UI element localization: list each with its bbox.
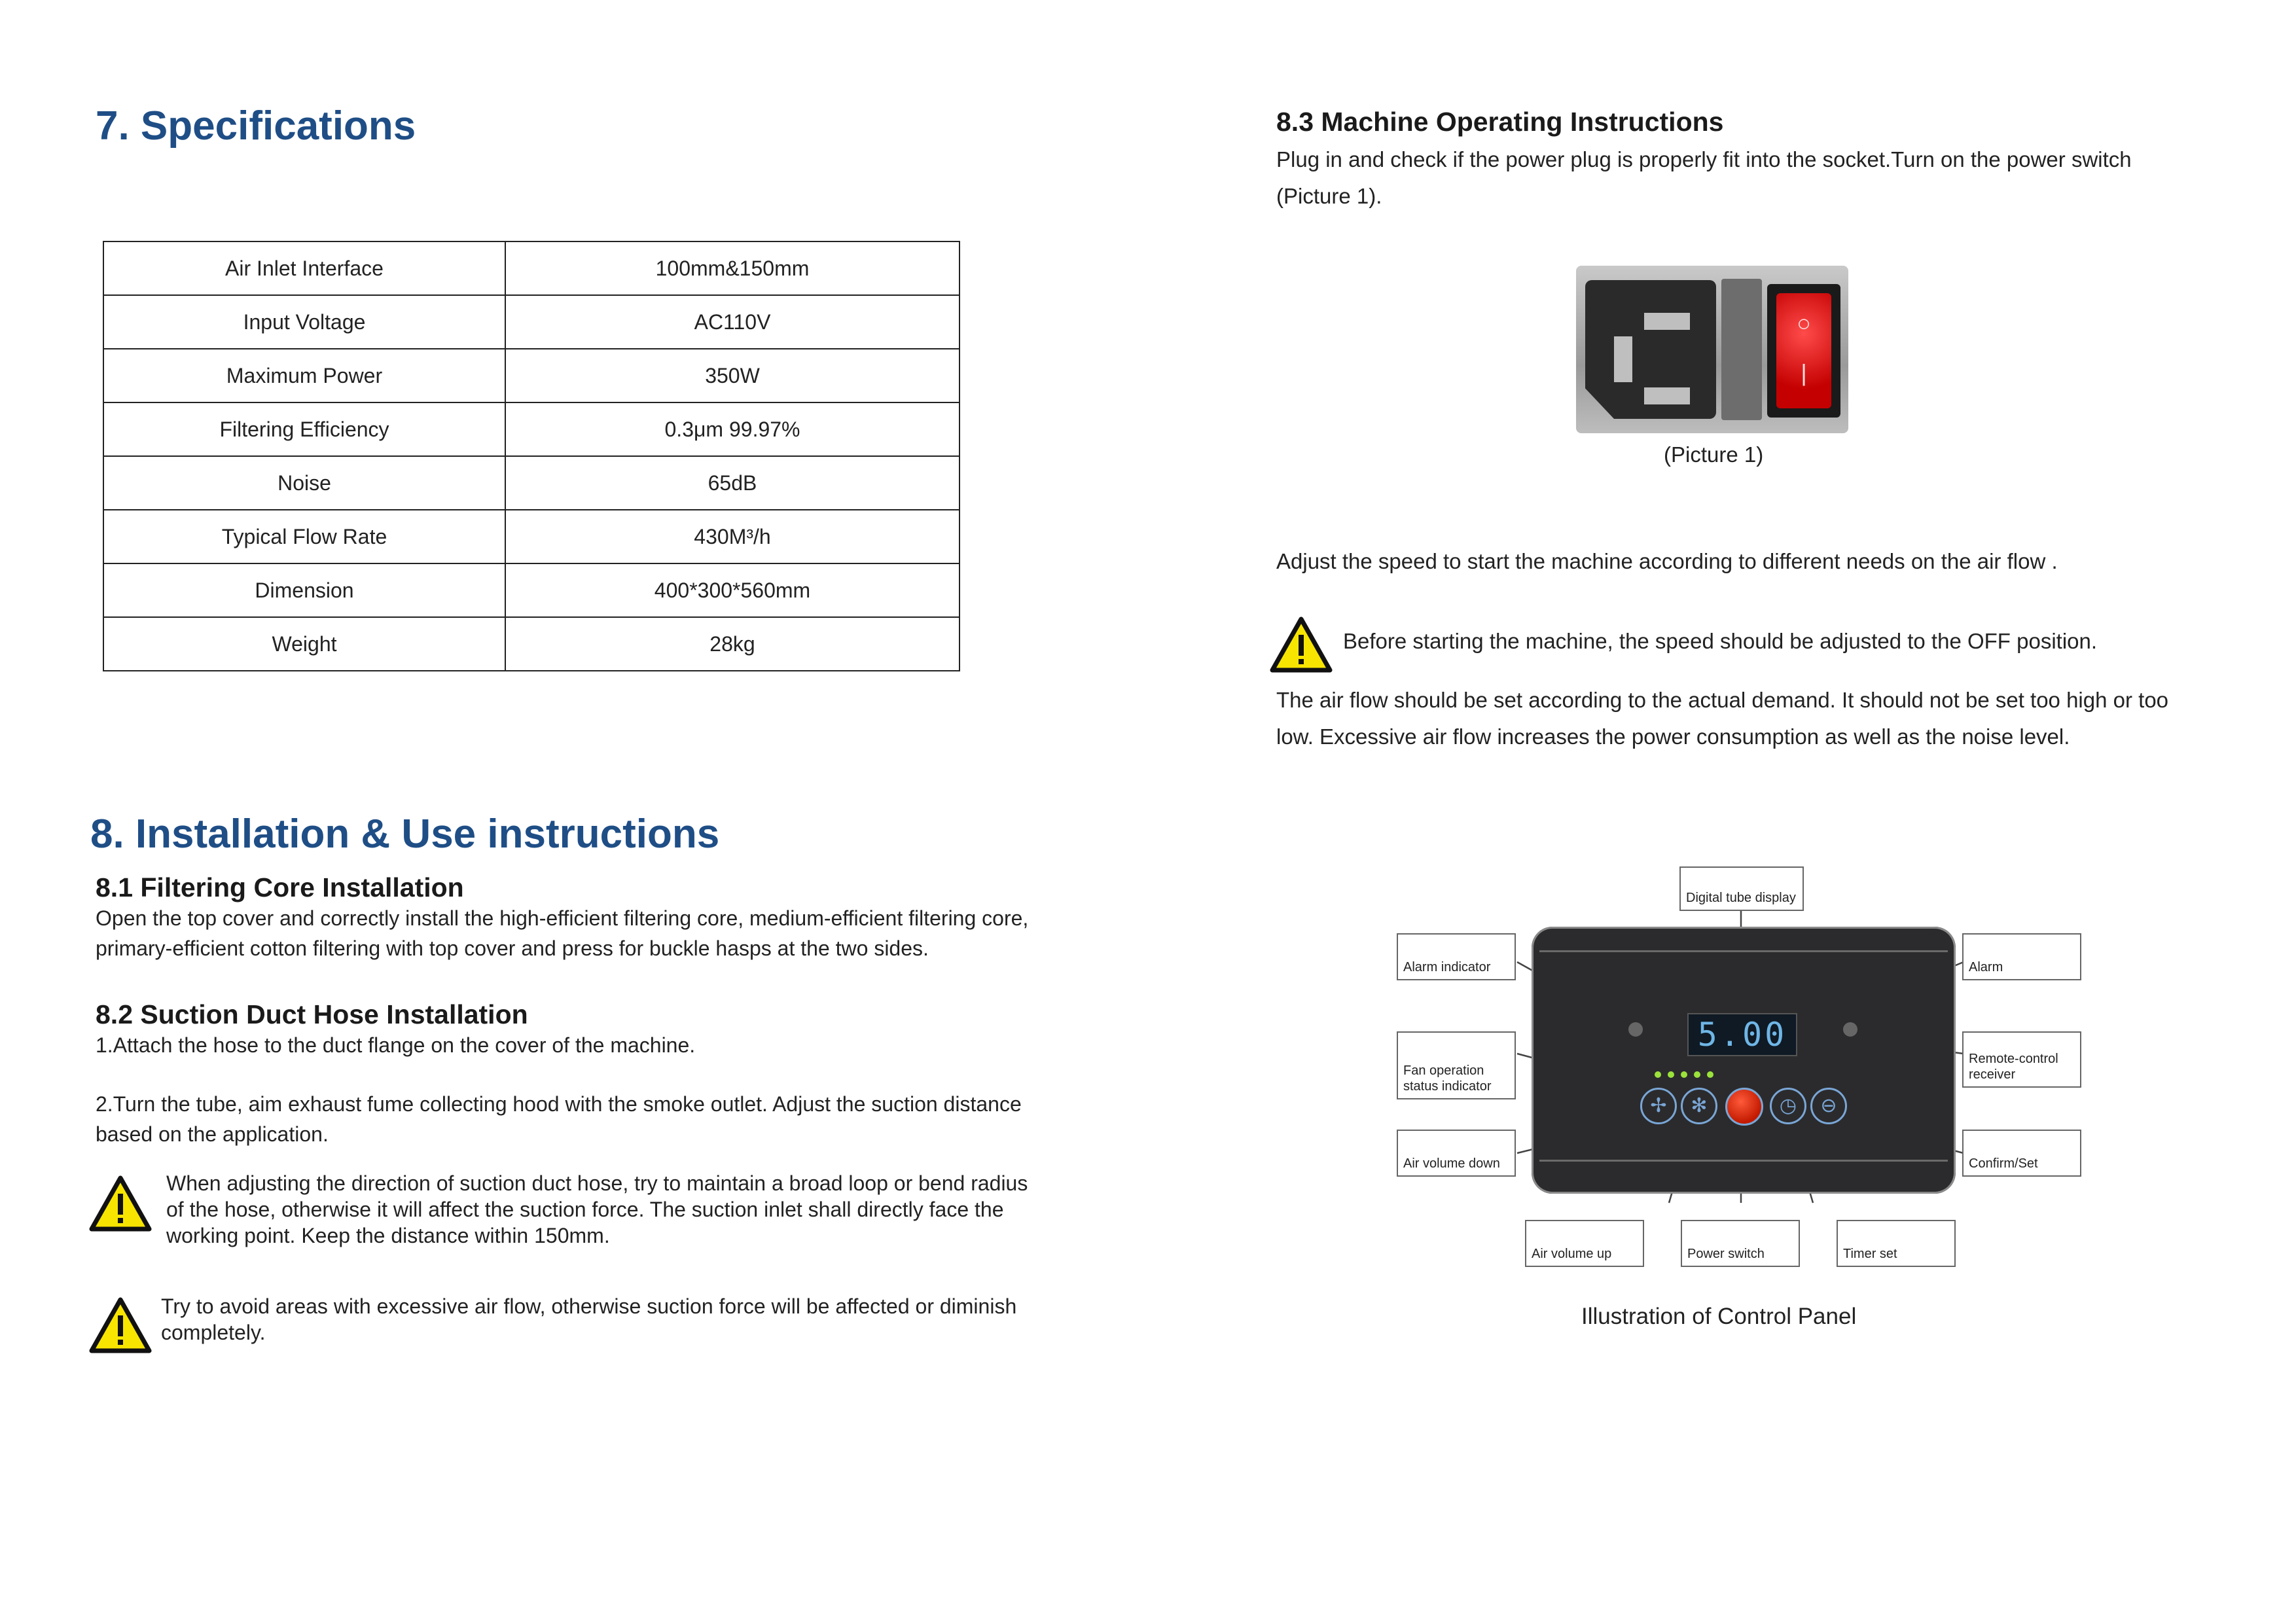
timer-set-button[interactable]: ◷ xyxy=(1770,1088,1806,1124)
spec-label: Typical Flow Rate xyxy=(103,510,505,563)
power-switch-button[interactable] xyxy=(1725,1088,1763,1126)
control-panel-caption: Illustration of Control Panel xyxy=(1581,1304,1857,1329)
warning-icon xyxy=(89,1175,152,1232)
fan-status-led xyxy=(1707,1071,1713,1078)
spec-label: Weight xyxy=(103,617,505,671)
spec-label: Air Inlet Interface xyxy=(103,241,505,295)
fuse-holder xyxy=(1721,279,1762,420)
spec-value: 65dB xyxy=(505,456,960,510)
section-8-3-text: Plug in and check if the power plug is properly fit into the socket.Turn on the power switch (Picture 1). xyxy=(1276,147,2132,208)
control-panel xyxy=(1532,927,1956,1194)
spec-row xyxy=(103,349,960,402)
section-8-2-step-2: 2.Turn the tube, aim exhaust fume collecting hood with the smoke outlet. Adjust the suction distance based on the application. xyxy=(96,1092,1022,1146)
air-volume-down-button[interactable]: ✢ xyxy=(1640,1088,1677,1124)
label-air-volume-up: Air volume up xyxy=(1525,1220,1644,1267)
spec-label: Maximum Power xyxy=(103,349,505,402)
confirm-set-button[interactable]: ⊖ xyxy=(1810,1088,1847,1124)
warning-speed-off-text: Before starting the machine, the speed should be adjusted to the OFF position. xyxy=(1343,629,2098,653)
power-socket-photo xyxy=(1576,266,1848,433)
section-8-2-title: 8.2 Suction Duct Hose Installation xyxy=(96,999,528,1029)
spec-label: Filtering Efficiency xyxy=(103,402,505,456)
spec-row xyxy=(103,563,960,617)
spec-value: 100mm&150mm xyxy=(505,241,960,295)
label-timer-set: Timer set xyxy=(1837,1220,1956,1267)
spec-value: 0.3μm 99.97% xyxy=(505,402,960,456)
spec-value: AC110V xyxy=(505,295,960,349)
label-fan-status-indicator: Fan operation status indicator xyxy=(1397,1031,1516,1099)
specifications-heading: 7. Specifications xyxy=(96,103,416,149)
alarm-led xyxy=(1843,1022,1857,1037)
spec-row xyxy=(103,617,960,671)
spec-row xyxy=(103,510,960,563)
warning-icon xyxy=(1270,616,1333,673)
spec-value: 350W xyxy=(505,349,960,402)
alarm-indicator-led xyxy=(1628,1022,1643,1037)
label-air-volume-down: Air volume down xyxy=(1397,1130,1516,1177)
digital-tube-display: 5.00 xyxy=(1687,1013,1797,1056)
label-digital-tube-display: Digital tube display xyxy=(1679,866,1804,911)
label-confirm-set: Confirm/Set xyxy=(1962,1130,2081,1177)
air-volume-up-button[interactable]: ✻ xyxy=(1681,1088,1717,1124)
fan-status-led xyxy=(1681,1071,1687,1078)
spec-label: Input Voltage xyxy=(103,295,505,349)
warning-icon xyxy=(89,1297,152,1353)
spec-value: 430M³/h xyxy=(505,510,960,563)
section-8-1-text: Open the top cover and correctly install the high-efficient filtering core, medium-efficient filtering core, primary-efficient cotton filtering with top cover and press for buckle hasps at the two sides. xyxy=(96,906,1029,960)
spec-row xyxy=(103,456,960,510)
label-alarm: Alarm xyxy=(1962,933,2081,980)
label-alarm-indicator: Alarm indicator xyxy=(1397,933,1516,980)
spec-label: Dimension xyxy=(103,563,505,617)
spec-row xyxy=(103,241,960,295)
power-switch-icon: ○ | xyxy=(1767,284,1840,418)
section-8-2-step-1: 1.Attach the hose to the duct flange on the cover of the machine. xyxy=(96,1033,696,1057)
spec-value: 28kg xyxy=(505,617,960,671)
label-remote-control-receiver: Remote-control receiver xyxy=(1962,1031,2081,1088)
adjust-speed-text: Adjust the speed to start the machine according to different needs on the air flow . xyxy=(1276,549,2058,573)
installation-heading: 8. Installation & Use instructions xyxy=(90,812,720,857)
spec-row xyxy=(103,295,960,349)
warning-hose-text: When adjusting the direction of suction duct hose, try to maintain a broad loop or bend radius of the hose, otherwise it will affect the suction force. The suction inlet shall directly face the working point. Keep the distance within 150mm. xyxy=(166,1171,1028,1247)
section-8-1-title: 8.1 Filtering Core Installation xyxy=(96,872,464,902)
spec-value: 400*300*560mm xyxy=(505,563,960,617)
airflow-advice-text: The air flow should be set according to the actual demand. It should not be set too high or too low. Excessive air flow increases the power consumption as well as the noise level. xyxy=(1276,688,2169,749)
spec-label: Noise xyxy=(103,456,505,510)
label-power-switch: Power switch xyxy=(1681,1220,1800,1267)
fan-status-led xyxy=(1694,1071,1700,1078)
spec-row xyxy=(103,402,960,456)
warning-airflow-text: Try to avoid areas with excessive air flow, otherwise suction force will be affected or diminish completely. xyxy=(161,1294,1017,1344)
fan-status-led xyxy=(1655,1071,1661,1078)
power-inlet xyxy=(1585,280,1716,419)
specifications-table xyxy=(103,241,960,671)
section-8-3-title: 8.3 Machine Operating Instructions xyxy=(1276,107,1724,137)
fan-status-led xyxy=(1668,1071,1674,1078)
picture-1-caption: (Picture 1) xyxy=(1664,442,1764,467)
